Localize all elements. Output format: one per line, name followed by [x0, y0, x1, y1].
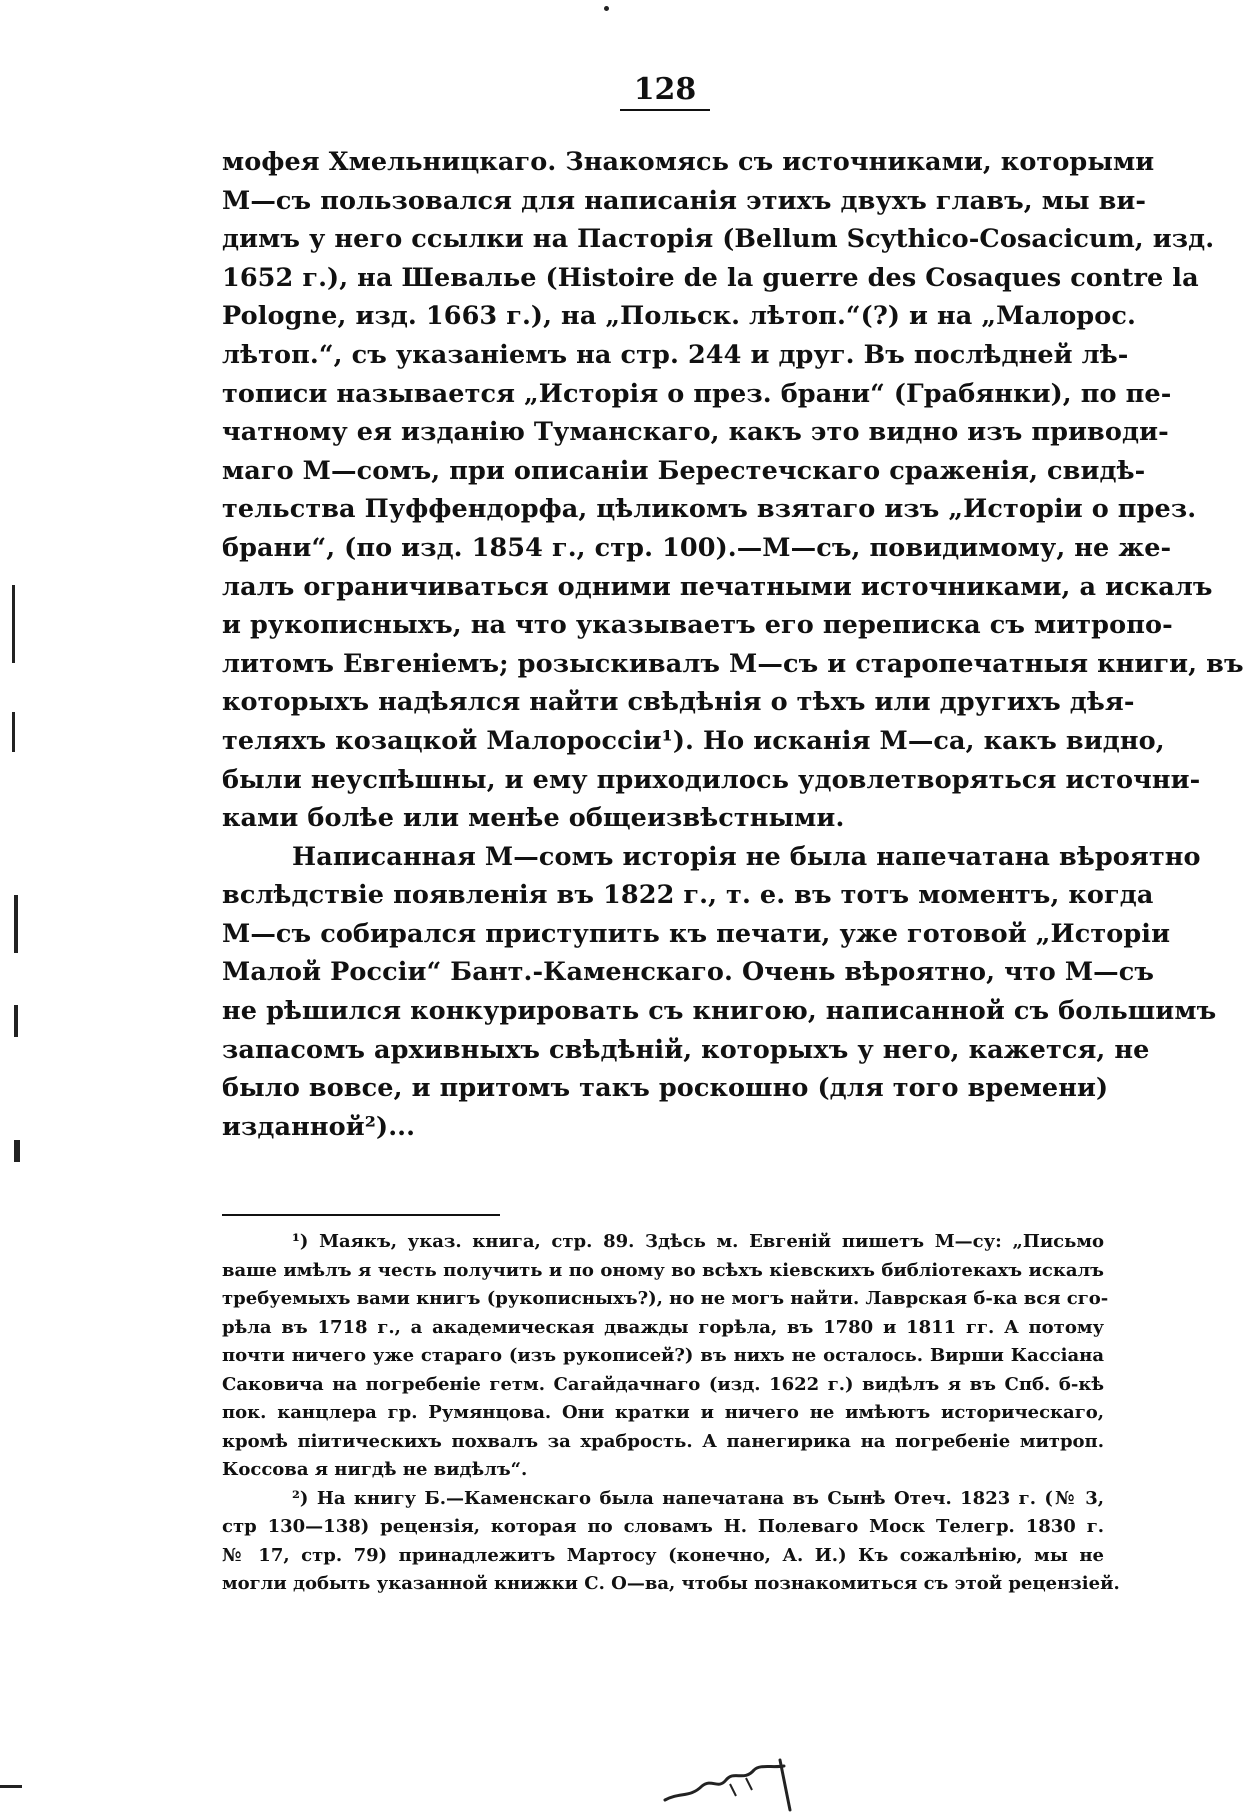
margin-speck: [12, 585, 15, 663]
text-line: лѣтоп.“, съ указаніемъ на стр. 244 и друг. Въ послѣдней лѣ-: [222, 339, 1129, 370]
footnote-1-line: требуемыхъ вами книгъ (рукописныхъ?), но не могъ найти. Лаврская б-ка вся сго-: [222, 1288, 1109, 1309]
margin-speck: [0, 1785, 22, 1788]
text-line: тельства Пуффендорфа, цѣликомъ взятаго изъ „Исторіи о през.: [222, 494, 1197, 525]
text-line: которыхъ надѣялся найти свѣдѣнія о тѣхъ или другихъ дѣя-: [222, 687, 1135, 718]
margin-speck: [14, 1140, 20, 1162]
text-line: М—съ пользовался для написанія этихъ двухъ главъ, мы ви-: [222, 185, 1147, 216]
text-line: было вовсе, и притомъ такъ роскошно (для того времени): [222, 1073, 1109, 1104]
text-line: не рѣшился конкурировать съ книгою, написанной съ большимъ: [222, 996, 1217, 1027]
text-line: Pologne, изд. 1663 г.), на „Польск. лѣтоп.“(?) и на „Малорос.: [222, 301, 1136, 332]
footnote-2-line: могли добыть указанной книжки С. О—ва, чтобы познакомиться съ этой рецензіей.: [222, 1573, 1120, 1594]
page-number: 128: [620, 72, 710, 111]
footnote-2-line: ²) На книгу Б.—Каменскаго была напечатана въ Сынѣ Отеч. 1823 г. (№ 3,: [292, 1487, 1104, 1509]
footnote-divider: [222, 1214, 500, 1216]
text-line: литомъ Евгеніемъ; розыскивалъ М—съ и старопечатныя книги, въ: [222, 648, 1244, 679]
handwritten-mark: [660, 1740, 820, 1812]
text-line: М—съ собирался приступить къ печати, уже готовой „Исторіи: [222, 918, 1171, 949]
margin-speck: [12, 712, 15, 752]
footnote-2-line: стр 130—138) рецензія, которая по словамъ Н. Полеваго Моск Телегр. 1830 г.: [222, 1516, 1104, 1537]
footnote-1-line: ваше имѣлъ я честь получить и по оному во всѣхъ кіевскихъ библіотекахъ искалъ: [222, 1259, 1104, 1281]
margin-speck: [14, 1005, 18, 1037]
footnote-1-line: ¹) Маякъ, указ. книга, стр. 89. Здѣсь м. Евгеній пишетъ М—су: „Письмо: [292, 1231, 1104, 1252]
footnote-1-line: рѣла въ 1718 г., а академическая дважды горѣла, въ 1780 и 1811 гг. А потому: [222, 1316, 1104, 1338]
footnotes: [222, 1228, 1120, 1599]
text-line: были неуспѣшны, и ему приходилось удовлетворяться источни-: [222, 764, 1201, 795]
main-text: [222, 143, 1244, 1146]
text-line: изданной²)...: [222, 1111, 416, 1142]
footnote-1-line: кромѣ піитическихъ похвалъ за храбрость. А панегирика на погребеніе митроп.: [222, 1430, 1104, 1452]
footnote-1-line: пок. канцлера гр. Румянцова. Они кратки и ничего не имѣютъ историческаго,: [222, 1402, 1104, 1423]
text-line: тописи называется „Исторія о през. брани“ (Грабянки), по пе-: [222, 378, 1172, 409]
text-line: ками болѣе или менѣе общеизвѣстными.: [222, 803, 845, 834]
footnote-1-line: почти ничего уже стараго (изъ рукописей?) въ нихъ не осталось. Вирши Кассіана: [222, 1345, 1104, 1366]
text-line: чатному ея изданію Туманскаго, какъ это видно изъ приводи-: [222, 417, 1169, 448]
margin-speck: [604, 6, 609, 11]
footnote-2-line: № 17, стр. 79) принадлежитъ Мартосу (конечно, А. И.) Къ сожалѣнію, мы не: [222, 1544, 1104, 1566]
footnote-1-line: Коссова я нигдѣ не видѣлъ“.: [222, 1459, 528, 1480]
text-line: маго М—сомъ, при описаніи Берестечскаго сраженія, свидѣ-: [222, 455, 1146, 486]
footnote-1-line: Саковича на погребеніе гетм. Сагайдачнаго (изд. 1622 г.) видѣлъ я въ Спб. б-кѣ: [222, 1373, 1104, 1395]
margin-speck: [14, 895, 18, 953]
text-line: 1652 г.), на Шевалье (Histoire de la guerre des Cosaques contre la: [222, 262, 1199, 293]
text-line: запасомъ архивныхъ свѣдѣній, которыхъ у него, кажется, не: [222, 1034, 1150, 1065]
text-line: теляхъ козацкой Малороссіи¹). Но исканія М—са, какъ видно,: [222, 725, 1165, 756]
text-line: димъ у него ссылки на Пасторія (Bellum Scythico-Cosacicum, изд.: [222, 224, 1215, 255]
text-line: брани“, (по изд. 1854 г., стр. 100).—М—съ, повидимому, не же-: [222, 532, 1172, 563]
text-line: вслѣдствіе появленія въ 1822 г., т. е. въ тотъ моментъ, когда: [222, 880, 1154, 911]
text-line: Малой Россіи“ Бант.-Каменскаго. Очень вѣроятно, что М—съ: [222, 957, 1155, 988]
text-line: мофея Хмельницкаго. Знакомясь съ источниками, которыми: [222, 147, 1155, 177]
paragraph-start-line: Написанная М—сомъ исторія не была напечатана вѣроятно: [292, 841, 1201, 872]
text-line: и рукописныхъ, на что указываетъ его переписка съ митропо-: [222, 610, 1173, 641]
text-line: лалъ ограничиваться одними печатными источниками, а искалъ: [222, 571, 1213, 602]
